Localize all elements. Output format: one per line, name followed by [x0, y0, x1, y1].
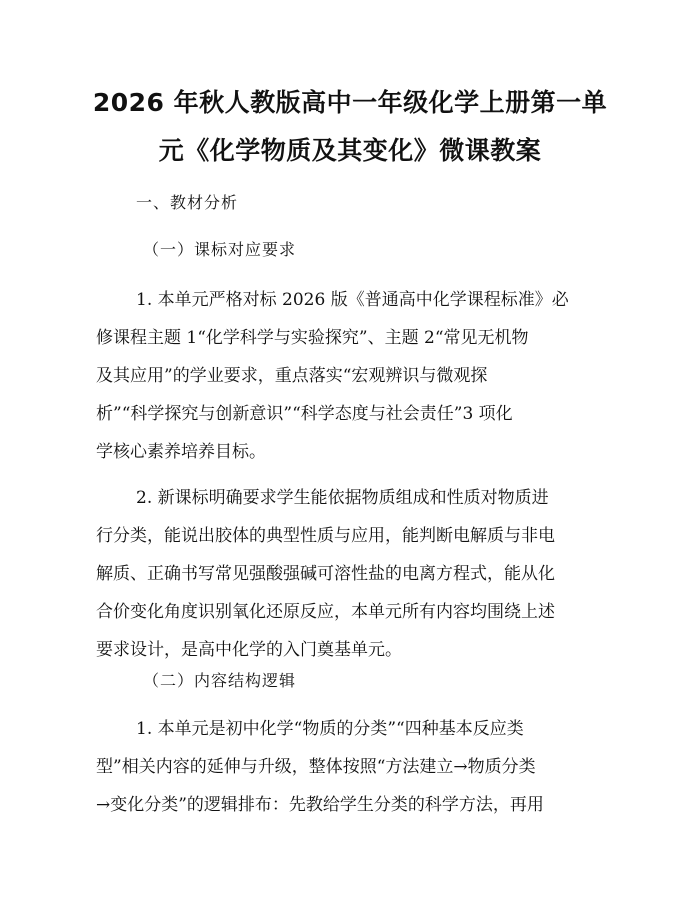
paragraph-2-line-5: 要求设计，是高中化学的入门奠基单元。	[96, 640, 402, 660]
subsection-heading-content-structure: （二）内容结构逻辑	[143, 671, 297, 690]
paragraph-2-line-4: 合价变化角度识别氧化还原反应，本单元所有内容均围绕上述	[96, 602, 555, 622]
section-heading-materials-analysis: 一、教材分析	[136, 193, 239, 212]
paragraph-1-line-4: 析”“科学探究与创新意识”“科学态度与社会责任”3 项化	[96, 404, 513, 424]
document-title-line-1: 2026 年秋人教版高中一年级化学上册第一单	[92, 88, 608, 117]
paragraph-1-line-3: 及其应用”的学业要求，重点落实“宏观辨识与微观探	[96, 366, 488, 386]
paragraph-1-line-2: 修课程主题 1“化学科学与实验探究”、主题 2“常见无机物	[96, 328, 529, 348]
document-title-line-2: 元《化学物质及其变化》微课教案	[158, 136, 542, 165]
paragraph-2-line-2: 行分类，能说出胶体的典型性质与应用，能判断电解质与非电	[96, 526, 555, 546]
paragraph-3-line-1: 1. 本单元是初中化学“物质的分类”“四种基本反应类	[136, 719, 524, 739]
paragraph-2-line-1: 2. 新课标明确要求学生能依据物质组成和性质对物质进	[136, 488, 549, 508]
paragraph-1-line-5: 学核心素养培养目标。	[96, 442, 266, 462]
paragraph-2-line-3: 解质、正确书写常见强酸强碱可溶性盐的电离方程式，能从化	[96, 564, 555, 584]
subsection-heading-curriculum-requirements: （一）课标对应要求	[143, 240, 297, 259]
paragraph-1-line-1: 1. 本单元严格对标 2026 版《普通高中化学课程标准》必	[136, 290, 569, 310]
paragraph-3-line-3: →变化分类”的逻辑排布：先教给学生分类的科学方法，再用	[96, 795, 544, 815]
paragraph-3-line-2: 型”相关内容的延伸与升级，整体按照“方法建立→物质分类	[96, 757, 536, 777]
